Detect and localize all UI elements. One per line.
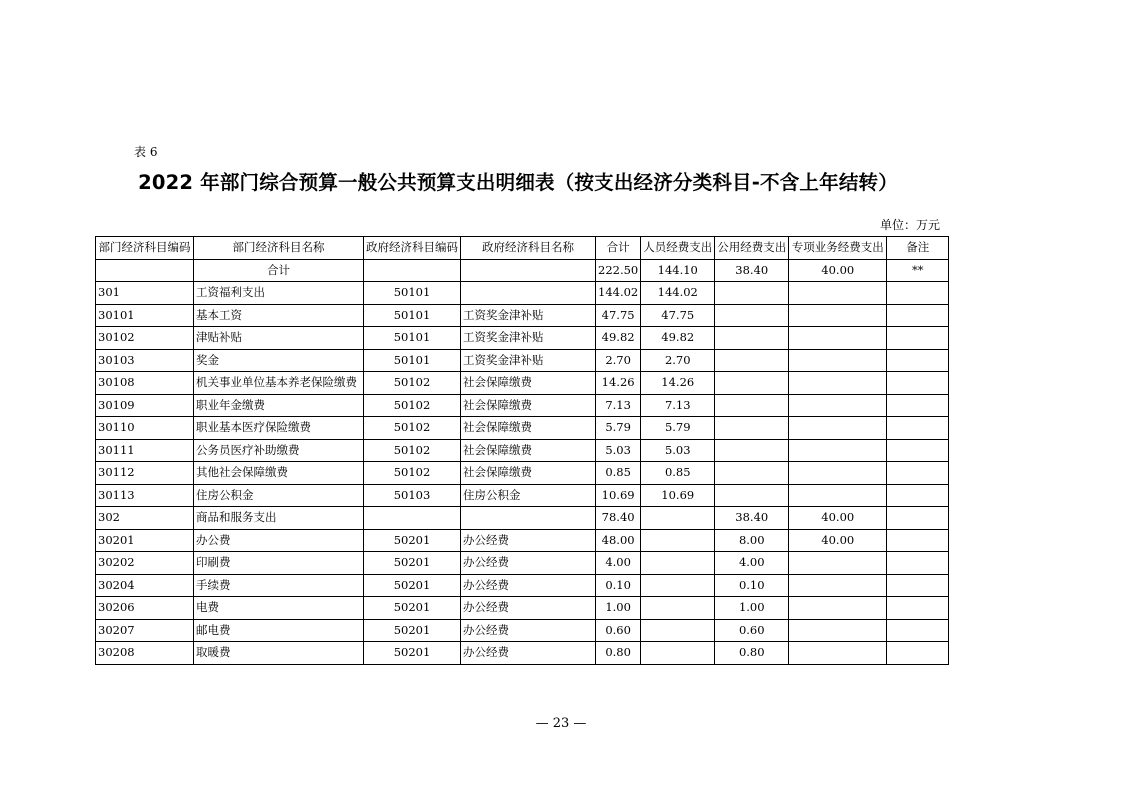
total-gov-code-cell xyxy=(364,259,461,282)
table-row xyxy=(96,372,949,395)
personnel-cell: 144.02 xyxy=(641,282,715,305)
public-cell xyxy=(715,484,789,507)
name-cell: 津贴补贴 xyxy=(194,327,364,350)
page-number: — 23 — xyxy=(535,716,587,731)
table-row xyxy=(96,394,949,417)
code-cell: 30207 xyxy=(96,619,194,642)
personnel-cell xyxy=(641,642,715,665)
name-cell: 住房公积金 xyxy=(194,484,364,507)
code-cell: 30102 xyxy=(96,327,194,350)
total-cell: 2.70 xyxy=(596,349,641,372)
note-cell xyxy=(887,327,949,350)
total-cell: 47.75 xyxy=(596,304,641,327)
total-cell: 48.00 xyxy=(596,529,641,552)
code-cell: 30110 xyxy=(96,417,194,440)
public-cell xyxy=(715,304,789,327)
name-cell: 办公费 xyxy=(194,529,364,552)
name-cell: 奖金 xyxy=(194,349,364,372)
table-row xyxy=(96,507,949,530)
name-cell: 印刷费 xyxy=(194,552,364,575)
special-cell xyxy=(789,349,887,372)
personnel-cell: 2.70 xyxy=(641,349,715,372)
code-cell: 301 xyxy=(96,282,194,305)
public-cell xyxy=(715,439,789,462)
personnel-cell: 14.26 xyxy=(641,372,715,395)
total-cell: 5.03 xyxy=(596,439,641,462)
gov-name-cell: 工资奖金津补贴 xyxy=(461,327,596,350)
table-row xyxy=(96,349,949,372)
note-cell xyxy=(887,304,949,327)
special-cell: 40.00 xyxy=(789,507,887,530)
header-cell: 合计 xyxy=(596,237,641,260)
name-cell: 其他社会保障缴费 xyxy=(194,462,364,485)
total-cell: 49.82 xyxy=(596,327,641,350)
public-cell: 0.60 xyxy=(715,619,789,642)
special-cell: 40.00 xyxy=(789,529,887,552)
public-cell xyxy=(715,417,789,440)
special-cell xyxy=(789,327,887,350)
gov-name-cell: 工资奖金津补贴 xyxy=(461,349,596,372)
special-cell xyxy=(789,462,887,485)
gov-code-cell: 50101 xyxy=(364,304,461,327)
special-cell xyxy=(789,394,887,417)
personnel-cell xyxy=(641,574,715,597)
special-cell xyxy=(789,619,887,642)
personnel-cell xyxy=(641,597,715,620)
personnel-cell: 47.75 xyxy=(641,304,715,327)
public-cell: 0.10 xyxy=(715,574,789,597)
note-cell xyxy=(887,349,949,372)
personnel-cell xyxy=(641,529,715,552)
public-cell: 4.00 xyxy=(715,552,789,575)
code-cell: 30112 xyxy=(96,462,194,485)
header-row xyxy=(96,237,949,260)
code-cell: 30201 xyxy=(96,529,194,552)
gov-name-cell xyxy=(461,282,596,305)
code-cell: 30204 xyxy=(96,574,194,597)
special-cell xyxy=(789,642,887,665)
total-row xyxy=(96,259,949,282)
table-row xyxy=(96,462,949,485)
name-cell: 取暖费 xyxy=(194,642,364,665)
gov-code-cell: 50201 xyxy=(364,642,461,665)
table-row xyxy=(96,282,949,305)
name-cell: 工资福利支出 xyxy=(194,282,364,305)
gov-name-cell: 社会保障缴费 xyxy=(461,394,596,417)
public-cell xyxy=(715,327,789,350)
gov-code-cell: 50102 xyxy=(364,372,461,395)
table-number: 表 6 xyxy=(134,145,158,159)
code-cell: 30206 xyxy=(96,597,194,620)
special-cell xyxy=(789,597,887,620)
total-cell: 7.13 xyxy=(596,394,641,417)
gov-name-cell: 办公经费 xyxy=(461,642,596,665)
total-cell: 78.40 xyxy=(596,507,641,530)
note-cell xyxy=(887,394,949,417)
special-cell xyxy=(789,439,887,462)
header-cell: 部门经济科目编码 xyxy=(96,237,194,260)
name-cell: 机关事业单位基本养老保险缴费 xyxy=(194,372,364,395)
name-cell: 职业基本医疗保险缴费 xyxy=(194,417,364,440)
note-cell xyxy=(887,642,949,665)
note-cell xyxy=(887,619,949,642)
total-public-cell: 38.40 xyxy=(715,259,789,282)
code-cell: 30103 xyxy=(96,349,194,372)
total-cell: 5.79 xyxy=(596,417,641,440)
name-cell: 商品和服务支出 xyxy=(194,507,364,530)
header-cell: 政府经济科目名称 xyxy=(461,237,596,260)
personnel-cell xyxy=(641,507,715,530)
code-cell: 30108 xyxy=(96,372,194,395)
header-cell: 政府经济科目编码 xyxy=(364,237,461,260)
gov-code-cell: 50201 xyxy=(364,574,461,597)
gov-code-cell: 50102 xyxy=(364,462,461,485)
name-cell: 职业年金缴费 xyxy=(194,394,364,417)
special-cell xyxy=(789,574,887,597)
note-cell xyxy=(887,507,949,530)
special-cell xyxy=(789,552,887,575)
name-cell: 邮电费 xyxy=(194,619,364,642)
note-cell xyxy=(887,462,949,485)
special-cell xyxy=(789,372,887,395)
table-row xyxy=(96,574,949,597)
note-cell xyxy=(887,417,949,440)
gov-code-cell: 50201 xyxy=(364,552,461,575)
unit-label: 单位：万元 xyxy=(879,218,940,232)
total-cell: 0.85 xyxy=(596,462,641,485)
public-cell: 0.80 xyxy=(715,642,789,665)
personnel-cell: 7.13 xyxy=(641,394,715,417)
personnel-cell: 49.82 xyxy=(641,327,715,350)
gov-code-cell: 50101 xyxy=(364,349,461,372)
total-gov-name-cell xyxy=(461,259,596,282)
header-cell: 备注 xyxy=(887,237,949,260)
table-row xyxy=(96,642,949,665)
gov-name-cell: 社会保障缴费 xyxy=(461,439,596,462)
total-personnel-cell: 144.10 xyxy=(641,259,715,282)
gov-name-cell: 住房公积金 xyxy=(461,484,596,507)
note-cell xyxy=(887,574,949,597)
note-cell xyxy=(887,529,949,552)
total-cell: 1.00 xyxy=(596,597,641,620)
total-sum-cell: 222.50 xyxy=(596,259,641,282)
total-cell: 0.60 xyxy=(596,619,641,642)
table-row xyxy=(96,304,949,327)
gov-code-cell xyxy=(364,507,461,530)
code-cell: 30109 xyxy=(96,394,194,417)
gov-name-cell: 办公经费 xyxy=(461,597,596,620)
total-cell: 144.02 xyxy=(596,282,641,305)
public-cell: 38.40 xyxy=(715,507,789,530)
note-cell xyxy=(887,484,949,507)
personnel-cell: 10.69 xyxy=(641,484,715,507)
code-cell: 30111 xyxy=(96,439,194,462)
table-row xyxy=(96,439,949,462)
code-cell: 30208 xyxy=(96,642,194,665)
gov-code-cell: 50102 xyxy=(364,439,461,462)
gov-code-cell: 50101 xyxy=(364,327,461,350)
code-cell: 302 xyxy=(96,507,194,530)
code-cell: 30113 xyxy=(96,484,194,507)
note-cell xyxy=(887,597,949,620)
note-cell xyxy=(887,282,949,305)
total-code-cell xyxy=(96,259,194,282)
gov-name-cell: 办公经费 xyxy=(461,574,596,597)
gov-code-cell: 50102 xyxy=(364,394,461,417)
total-cell: 0.10 xyxy=(596,574,641,597)
gov-name-cell: 办公经费 xyxy=(461,529,596,552)
document-title: 2022 年部门综合预算一般公共预算支出明细表（按支出经济分类科目-不含上年结转） xyxy=(138,171,898,194)
name-cell: 电费 xyxy=(194,597,364,620)
personnel-cell: 5.03 xyxy=(641,439,715,462)
note-cell xyxy=(887,439,949,462)
personnel-cell xyxy=(641,619,715,642)
name-cell: 公务员医疗补助缴费 xyxy=(194,439,364,462)
special-cell xyxy=(789,282,887,305)
gov-name-cell: 社会保障缴费 xyxy=(461,372,596,395)
budget-table xyxy=(95,236,949,665)
total-cell: 14.26 xyxy=(596,372,641,395)
note-cell xyxy=(887,552,949,575)
special-cell xyxy=(789,484,887,507)
public-cell xyxy=(715,462,789,485)
public-cell xyxy=(715,349,789,372)
gov-code-cell: 50201 xyxy=(364,529,461,552)
personnel-cell: 5.79 xyxy=(641,417,715,440)
total-cell: 10.69 xyxy=(596,484,641,507)
gov-code-cell: 50101 xyxy=(364,282,461,305)
public-cell xyxy=(715,282,789,305)
gov-code-cell: 50201 xyxy=(364,597,461,620)
gov-name-cell: 办公经费 xyxy=(461,552,596,575)
table-row xyxy=(96,619,949,642)
public-cell: 1.00 xyxy=(715,597,789,620)
gov-name-cell: 工资奖金津补贴 xyxy=(461,304,596,327)
gov-name-cell xyxy=(461,507,596,530)
code-cell: 30202 xyxy=(96,552,194,575)
table-row xyxy=(96,327,949,350)
public-cell: 8.00 xyxy=(715,529,789,552)
header-cell: 部门经济科目名称 xyxy=(194,237,364,260)
total-name-cell: 合计 xyxy=(194,259,364,282)
total-cell: 0.80 xyxy=(596,642,641,665)
header-cell: 专项业务经费支出 xyxy=(789,237,887,260)
name-cell: 基本工资 xyxy=(194,304,364,327)
table-row xyxy=(96,552,949,575)
gov-code-cell: 50201 xyxy=(364,619,461,642)
gov-name-cell: 办公经费 xyxy=(461,619,596,642)
header-cell: 公用经费支出 xyxy=(715,237,789,260)
total-cell: 4.00 xyxy=(596,552,641,575)
table-row xyxy=(96,417,949,440)
special-cell xyxy=(789,417,887,440)
gov-code-cell: 50103 xyxy=(364,484,461,507)
table-row xyxy=(96,529,949,552)
header-cell: 人员经费支出 xyxy=(641,237,715,260)
name-cell: 手续费 xyxy=(194,574,364,597)
public-cell xyxy=(715,372,789,395)
gov-name-cell: 社会保障缴费 xyxy=(461,462,596,485)
table-row xyxy=(96,597,949,620)
total-special-cell: 40.00 xyxy=(789,259,887,282)
personnel-cell xyxy=(641,552,715,575)
special-cell xyxy=(789,304,887,327)
code-cell: 30101 xyxy=(96,304,194,327)
total-note-cell: ** xyxy=(887,259,949,282)
note-cell xyxy=(887,372,949,395)
public-cell xyxy=(715,394,789,417)
gov-name-cell: 社会保障缴费 xyxy=(461,417,596,440)
personnel-cell: 0.85 xyxy=(641,462,715,485)
table-row xyxy=(96,484,949,507)
gov-code-cell: 50102 xyxy=(364,417,461,440)
